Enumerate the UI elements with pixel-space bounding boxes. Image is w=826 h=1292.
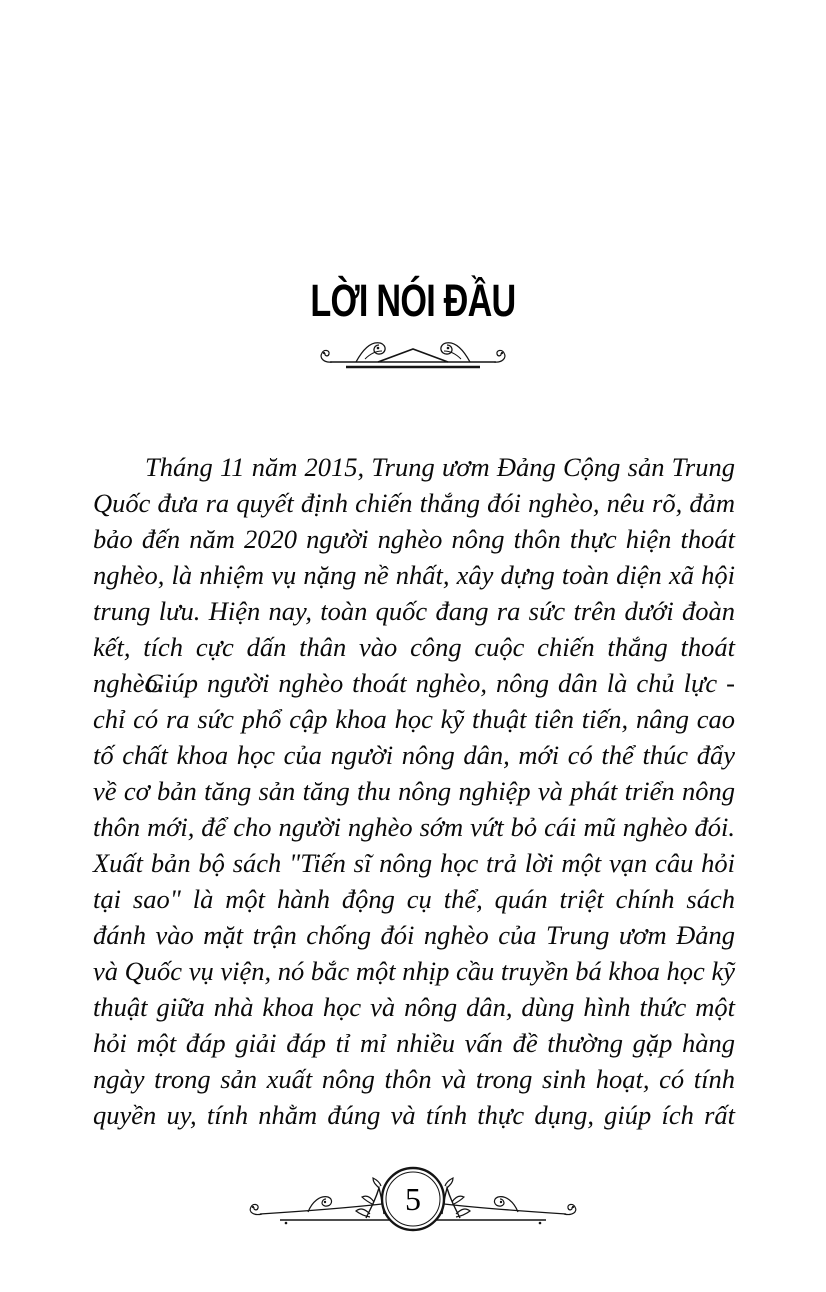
body-line: thôn mới, để cho người nghèo sớm vứt bỏ cái mũ nghèo đói. [93, 812, 735, 842]
body-line: nghèo, là nhiệm vụ nặng nề nhất, xây dựng toàn diện xã hội [93, 560, 735, 590]
body-line: trung lưu. Hiện nay, toàn quốc đang ra sức trên dưới đoàn [93, 596, 735, 626]
body-text [93, 449, 735, 1133]
body-line: chỉ có ra sức phổ cập khoa học kỹ thuật tiên tiến, nâng cao [93, 704, 735, 734]
paragraph [93, 665, 735, 1133]
footer-ornament-icon [246, 1156, 580, 1248]
title-flourish-icon [318, 334, 508, 378]
body-line: tố chất khoa học của người nông dân, mới có thể thúc đẩy [93, 740, 735, 770]
page-number-circle [382, 1168, 444, 1230]
body-line: ngày trong sản xuất nông thôn và trong sinh hoạt, có tính [93, 1064, 735, 1094]
body-line: Xuất bản bộ sách "Tiến sĩ nông học trả lời một vạn câu hỏi [93, 848, 735, 878]
page-number: 5 [405, 1181, 421, 1217]
body-line: và Quốc vụ viện, nó bắc một nhịp cầu truyền bá khoa học kỹ [93, 956, 735, 986]
body-line: Quốc đưa ra quyết định chiến thắng đói nghèo, nêu rõ, đảm [93, 488, 735, 518]
body-line: bảo đến năm 2020 người nghèo nông thôn thực hiện thoát [93, 524, 735, 554]
body-line: tại sao" là một hành động cụ thể, quán triệt chính sách [93, 884, 735, 914]
body-line: Giúp người nghèo thoát nghèo, nông dân là chủ lực - [145, 668, 735, 698]
body-line: đánh vào mặt trận chống đói nghèo của Trung ươm Đảng [93, 920, 735, 950]
body-line: Tháng 11 năm 2015, Trung ươm Đảng Cộng sản Trung [145, 452, 735, 482]
body-line: hỏi một đáp giải đáp tỉ mỉ nhiều vấn đề thường gặp hàng [93, 1028, 735, 1058]
body-line: về cơ bản tăng sản tăng thu nông nghiệp và phát triển nông [93, 776, 735, 806]
page-title [0, 276, 826, 326]
body-line: kết, tích cực dấn thân vào công cuộc chiến thắng thoát nghèo. [93, 632, 735, 698]
page-title-text: LỜI NÓI ĐẦU [310, 275, 516, 326]
body-line: thuật giữa nhà khoa học và nông dân, dùng hình thức một [93, 992, 735, 1022]
body-line: quyền uy, tính nhằm đúng và tính thực dụng, giúp ích rất [93, 1100, 735, 1130]
